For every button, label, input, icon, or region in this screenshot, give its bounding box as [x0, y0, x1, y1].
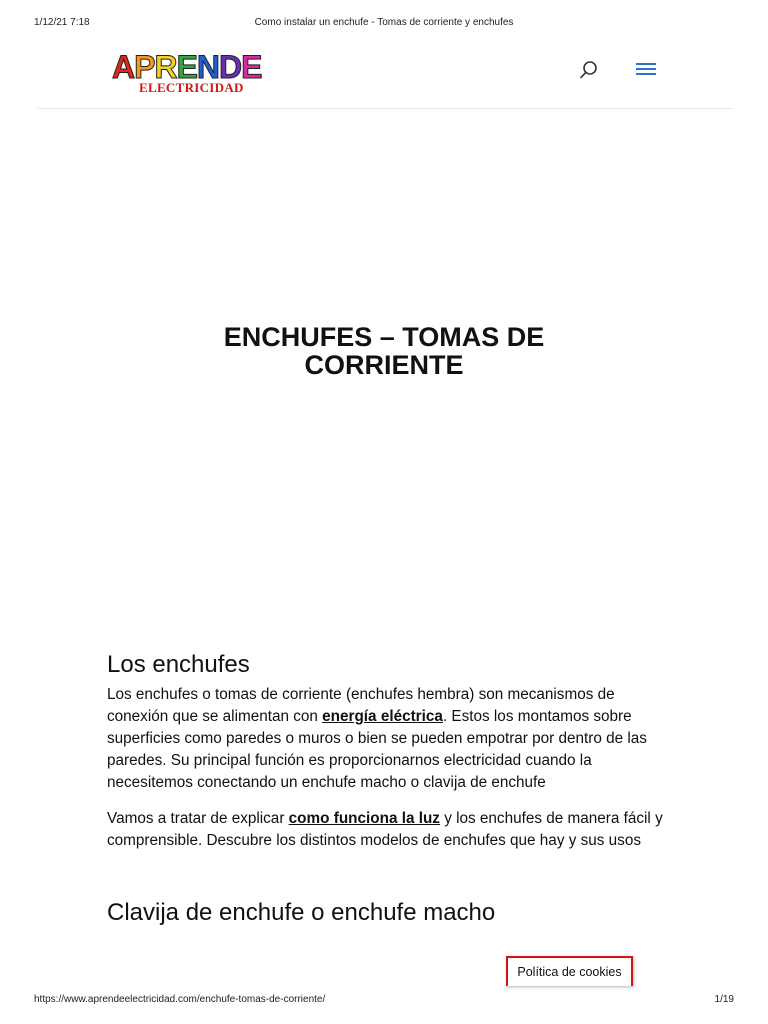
link-energia-electrica[interactable]: energía eléctrica — [322, 708, 443, 725]
logo-wordmark — [112, 50, 261, 84]
paragraph-explain-text-b: y los enchufes de manera fácil y comprensible. Descubre los distintos modelos de enchufes que hay y sus usos — [107, 810, 663, 849]
section-heading-clavija: Clavija de enchufe o enchufe macho — [107, 899, 496, 926]
logo-letter: N — [196, 49, 220, 85]
print-url: https://www.aprendeelectricidad.com/enchufe-tomas-de-corriente/ — [34, 994, 326, 1005]
print-page-number: 1/19 — [714, 994, 734, 1005]
logo-letter: D — [219, 49, 242, 85]
logo-letter: P — [134, 49, 155, 85]
logo-letter: E — [241, 49, 262, 85]
paragraph-intro — [107, 684, 667, 794]
print-header — [0, 17, 768, 31]
logo-letter: A — [112, 49, 135, 85]
search-button[interactable] — [578, 59, 600, 81]
print-datetime: 1/12/21 7:18 — [34, 17, 90, 28]
logo-letter: E — [176, 49, 197, 85]
search-icon — [578, 59, 600, 81]
logo-subtitle: ELECTRICIDAD — [139, 80, 244, 95]
cookie-policy-button[interactable]: Política de cookies — [506, 956, 633, 986]
hamburger-menu-icon — [635, 59, 657, 79]
menu-button[interactable] — [635, 59, 657, 79]
paragraph-explain-text-a: Vamos a tratar de explicar — [107, 810, 289, 827]
article-content — [107, 650, 667, 928]
section-heading-enchufes: Los enchufes — [107, 651, 250, 678]
site-logo[interactable] — [112, 50, 282, 98]
link-como-funciona-la-luz[interactable]: como funciona la luz — [288, 810, 440, 827]
logo-letter: R — [154, 49, 177, 85]
print-footer — [0, 994, 768, 1008]
paragraph-intro-text-b: . Estos los montamos sobre superficies como paredes o muros o bien se pueden empotrar por dentro de las paredes. Su principal función es proporcionarnos electricidad cuando la necesitemos conectando un enchufe macho o clavija de enchufe — [107, 708, 647, 791]
paragraph-intro-text-a: Los enchufes o tomas de corriente (enchufes hembra) son mecanismos de conexión que se alimentan con — [107, 686, 615, 725]
print-document-title: Como instalar un enchufe - Tomas de corriente y enchufes — [254, 17, 514, 28]
paragraph-explain — [107, 808, 667, 852]
site-header — [37, 44, 732, 109]
page-title: ENCHUFES – TOMAS DE CORRIENTE — [223, 322, 545, 380]
